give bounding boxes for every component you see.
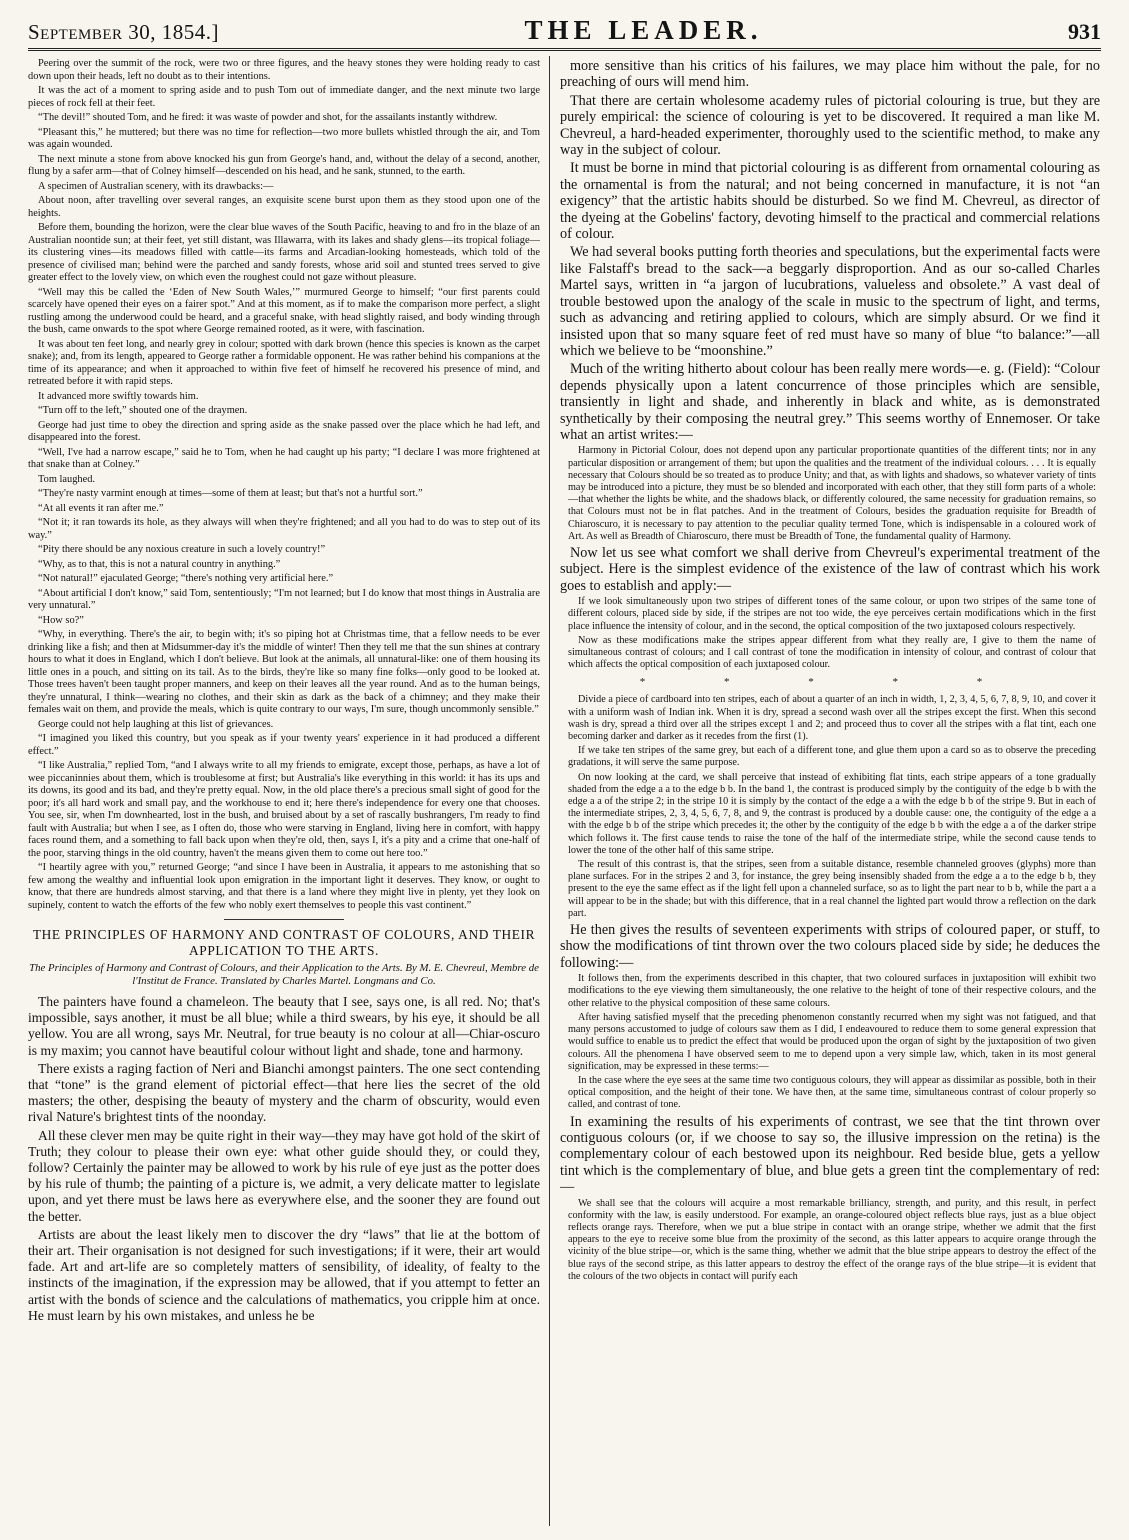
left-column	[28, 58, 540, 1528]
article-title: THE PRINCIPLES OF HARMONY AND CONTRAST OF COLOURS, AND THEIR APPLICATION TO THE ARTS.	[32, 927, 536, 958]
story-paragraph: About noon, after travelling over several ranges, an exquisite scene burst upon them as they stood upon one of the heights.	[28, 195, 540, 219]
review-paragraph: Artists are about the least likely men to discover the dry “laws” that lie at the bottom of their art. Their organisation is not designed for such investigations; if it were, their art would fade. Art and art-life are so completely matters of sensibility, of ideality, of fealty to the instincts of the imagination, if the expression may be allowed, that if you attempt to fetter an artist with the bonds of science and the calculations of mathematics, you cripple him at once. He must learn by his own mistakes, and unless he be	[28, 1226, 540, 1323]
story-paragraph: “Not natural!” ejaculated George; “there's nothing very artificial here.”	[38, 573, 334, 584]
review-paragraph: There exists a raging faction of Neri and Bianchi amongst painters. The one sect contending that “tone” is the grand element of pictorial effect—that here lies the secret of the old masters; the other, despising the beauty of mystery and the charm of obscurity, would even rival Nature's brightest tints of the noonday.	[28, 1060, 540, 1125]
masthead	[28, 14, 1101, 51]
quoted-extract: In the case where the eye sees at the same time two contiguous colours, they will appear as dissimilar as possible, both in their optical composition, and the height of their tone. We have then, at the same time, simultaneous contrast of colour properly so called, and contrast of tone.	[568, 1074, 1096, 1111]
issue-date: September 30, 1854.]	[28, 20, 220, 44]
quoted-extract: Divide a piece of cardboard into ten stripes, each of about a quarter of an inch in width, 1, 2, 3, 4, 5, 6, 7, 8, 9, 10, and cover it with a uniform wash of Indian ink. When it is dry, spread a second wash over all the stripes except the first. When this second wash is dry, spread a third over all the stripes except 1 and 2; and proceed thus to cover all the stripes with a flat tint, each one becoming darker and darker as it recedes from the first (1).	[568, 694, 1096, 743]
story-paragraph: Peering over the summit of the rock, were two or three figures, and the heavy stones they were holding ready to cast down upon their heads, left no doubt as to their intentions.	[28, 58, 540, 82]
story-paragraph: “Why, as to that, this is not a natural country in anything.”	[38, 558, 281, 570]
review-paragraph: Now let us see what comfort we shall derive from Chevreul's experimental treatment of the subject. Here is the simplest evidence of the existence of the law of contrast which his work goes to establish and apply:—	[560, 544, 1100, 594]
story-paragraph: “I like Australia,” replied Tom, “and I always write to all my friends to emigrate, except those, perhaps, as have a lot of wee piccaninnies about them, which is troublesome at first; but Australia's like everything in this world: it has its ups and its downs, its good and its bad, and they're pretty equal. Now, in the old place there's a precious small sight of good for the poor; it's all hard work and small pay, and the workhouse to end it; here there's independence for every one that chooses. You see, sir, when I'm downhearted, lost in the bush, and bruised about by a set of rascally bushrangers, I'm ready to find fault with Australia; but when I see, as I often do, those who were starving in England, living here in comfort, with happy faces round them, and a something to fall back upon when they're old, then, says I, it's a pity and a crime that one-half of the poor, starving things in the old country, haven't the means given them to come out here too.”	[28, 760, 540, 859]
newspaper-title: THE LEADER.	[524, 15, 763, 45]
quoted-extract: If we take ten stripes of the same grey, but each of a different tone, and glue them upon a card so as to observe the preceding gradations, it will serve the same purpose.	[568, 745, 1096, 769]
review-paragraph: In examining the results of his experiments of contrast, we see that the tint thrown over contiguous colours (or, if we choose to say so, the illusive impression on the retina) is the complementary colour of each bestowed upon its neighbour. Red beside blue, gets a yellow tint which is the complementary of blue, and blue gets a green tint the complementary of red:—	[560, 1113, 1100, 1196]
review-paragraph: We had several books putting forth theories and speculations, but the experimental facts were like Falstaff's bread to the sack—a beggarly disproportion. And as our so-called Charles Martel says, written in “a jargon of lucubrations, valueless and obsolete.” A vast deal of trouble bestowed upon the analogy of the scale in music to the spectrum of light, and terms, such as advancing and retiring applied to colours, which are simply absurd. Or we find it insisted upon that so many square feet of red must have so many of blue “to balance:”—all which we believe to be “moonshine.”	[560, 244, 1100, 359]
story-paragraph: “I heartily agree with you,” returned George; “and since I have been in Australia, it appears to me astonishing that so few among the wealthy and influential look upon emigration in the important light it deserves. They know, or ought to know, that there are hundreds almost starving, and that there is a land where they might live in plenty, yet they look on supinely, content to watch the efforts of the few who nobly exert themselves to people this vast continent.”	[28, 862, 540, 911]
right-column	[560, 58, 1100, 1528]
quoted-extract: After having satisfied myself that the preceding phenomenon constantly recurred when my sight was not fatigued, and that many persons accustomed to judge of colours saw them as I did, I endeavoured to reduce them to some general expression that would suffice to enable us to predict the effect that would be produced upon the organ of sight by the juxtaposition of two given colours. All the phenomena I have observed seem to me to depend upon a very simple law, which, taken in its most general signification, may be expressed in these terms:—	[568, 1011, 1096, 1072]
quoted-extract: We shall see that the colours will acquire a most remarkable brilliancy, strength, and purity, and this result, in perfect conformity with the law, is easily understood. For example, an orange-coloured object reflects blue rays, just as a blue object reflects orange rays. Therefore, when we put a blue stripe in contact with an orange stripe, whether we admit that the first appears to the eye to receive some blue from the proximity of the second, as this latter appears to acquire orange through the vicinity of the blue stripe—or, which is the same thing, whether we admit that the blue stripe appears to destroy the effect of the blue rays of the second stripe, as this latter appears to destroy the effect of the orange rays of the blue stripe—it is evident that the colours of the two objects in contact will purify each	[568, 1197, 1096, 1282]
column-divider	[549, 56, 550, 1526]
story-paragraph: The next minute a stone from above knocked his gun from George's hand, and, without the delay of a second, another, flung by a safer arm—that of Colney himself—descended on his head, and he sank, stunned, to the earth.	[28, 153, 540, 177]
review-paragraph: Much of the writing hitherto about colour has been really mere words—e. g. (Field): “Colour depends physically upon a latent concurrence of those principles which are sensible, transiently in light and shade, and inherently in black and white, as is demonstrated synthetically by their composing the neutral grey.” This seems worthy of Ennemoser. Or take what an artist writes:—	[560, 361, 1100, 443]
review-paragraph: more sensitive than his critics of his failures, we may place him without the pale, for no preaching of ours will mend him.	[560, 58, 1100, 91]
story-paragraph: George had just time to obey the direction and spring aside as the snake passed over the place which he had left, and disappeared into the forest.	[28, 419, 540, 443]
story-paragraph: “Why, in everything. There's the air, to begin with; it's so piping hot at Christmas time, that a fellow needs to be ever drinking like a fish; and then at Midsummer-day it's the middle of winter! Then they tell me that the sun shines at contrary hours to what it does in England, which I don't believe. But look at the animals, all unnatural-like: one of them housing its little ones in a pouch, and sitting on its tail. As to the birds, they're like so many fine folks—only good to be looked at. Those trees haven't been taught proper manners, and keep on their leaves all the year round. And as to the human beings, they're unnatural, I think—wearing no clothes, and their skin as dark as the back of a chimney; and they make their females wait on them, and provide the meals, which is quite contrary to our ways, I'm sure, though uncommonly sensible.”	[28, 629, 540, 715]
story-paragraph: “Well may this be called the ‘Eden of New South Wales,’” murmured George to himself; “our first parents could scarcely have opened their eyes on a fairer spot.” And at this moment, as if to make the comparison more perfect, a slight rustling among the underwood could be heard, and a graceful snake, with head slightly raised, and body winding through the bush, came onwards to the spot where George remained rooted, as it were, with fascination.	[28, 286, 540, 335]
quoted-extract: On now looking at the card, we shall perceive that instead of exhibiting flat tints, each stripe appears of a tone gradually shaded from the edge a a to the edge b b. In the band 1, the contrast is produced simply by the contiguity of the edge b b with the edge a a of the stripe 2; in the stripe 10 it is simply by the contact of the edge a a with the edge b b of the stripe 9. But in each of the intermediate stripes, 2, 3, 4, 5, 6, 7, 8, and 9, the contrast is produced by a double cause: one, the contiguity of the edge a a with the edge b b of the stripe which precedes it; the other by the contiguity of the edge b b with the edge a a of the darker stripe which follows it. The first cause tends to raise the tone of the half of the intermediate stripe, while the second cause tends to lower the tone of the other half of this same stripe.	[568, 771, 1096, 856]
story-paragraph: A specimen of Australian scenery, with its drawbacks:—	[38, 180, 274, 192]
story-paragraph: George could not help laughing at this list of grievances.	[38, 718, 274, 730]
story-paragraph: “The devil!” shouted Tom, and he fired: it was waste of powder and shot, for the assailants instantly withdrew.	[38, 112, 498, 123]
review-paragraph: The painters have found a chameleon. The beauty that I see, says one, is all red. No; that's impossible, says another, it must be all blue; while a third swears, by his eye, it should be all yellow. You are all wrong, says Mr. Neutral, for true beauty is no colour at all—Chiar-oscuro is my maxim; you cannot have beautiful colour without light and shade, tone and harmony.	[28, 994, 540, 1058]
story-paragraph: “Not it; it ran towards its hole, as they always will when they're frightened; and all you had to do was to step out of its way.”	[28, 517, 540, 541]
page-number: 931	[1068, 19, 1101, 44]
story-paragraph: “Well, I've had a narrow escape,” said he to Tom, when he had caught up his party; “I declare I was more frightened at that snake than at Colney.”	[28, 446, 540, 470]
quoted-extract: Harmony in Pictorial Colour, does not depend upon any particular proportionate quantities of the different tints; nor in any particular disposition or arrangement of them; but upon the qualities and the treatment of the individual colours. . . . It is equally necessary that Colours should be so treated as to produce Unity; and that, as with lights and shadows, so whatever variety of tints may be introduced into a picture, they must be so blended and incorporated with each other, that they still form parts of a whole:—that whether the lights be white, and the shadows black, or differently coloured, the same necessity for graduation remains, so that Colours must not be in flat patches. And in the treatment of Colours, besides the graduation requisite for Breadth of Chiaroscuro, it is necessary to pay attention to the peculiar quality termed Tone, which is indispensable in a coloured work of Art. As well as Breadth of Chiaroscuro, there must be Breadth of Tone, the fundamental quality of Harmony.	[568, 445, 1096, 542]
quoted-extract: The result of this contrast is, that the stripes, seen from a suitable distance, resemble channeled grooves (glyphs) more than plane surfaces. For in the stripes 2 and 3, for instance, the grey being insensibly shaded from the edge a a to the edge b b, they present to the eye the same effect as if the light fell upon a channeled surface, so as to light the part near to b b, while the part a a will appear to be in the shade; but with this difference, that in a real channel the lighted part would throw a reflection on the dark part.	[568, 859, 1096, 919]
story-excerpt	[28, 58, 540, 912]
section-rule	[224, 919, 344, 920]
story-paragraph: “Pleasant this,” he muttered; but there was no time for reflection—two more bullets whistled through the air, and Tom was again wounded.	[28, 126, 540, 150]
review-body	[28, 994, 540, 1324]
review-paragraph: It must be borne in mind that pictorial colouring is as different from ornamental colouring as the ornamental is from the natural; and not being concerned in manufacture, it is not “an exigency” that the artistic habits should be disturbed. So we find M. Chevreul, as director of the dyeing at the Gobelins' factory, devoting himself to the practical and commercial relations of colour.	[560, 160, 1100, 243]
story-paragraph: It was about ten feet long, and nearly grey in colour; spotted with dark brown (hence this species is known as the carpet snake); and, from its length, appeared to George rather a formidable opponent. He was rather behind his companions at the time of its appearance; and when it approached to within five feet of himself he recovered his presence of mind, and retreated before it with rapid steps.	[28, 338, 540, 387]
story-paragraph: “I imagined you liked this country, but you speak as if your twenty years' experience in it had produced a different effect.”	[28, 733, 540, 757]
story-paragraph: “How so?”	[38, 614, 84, 626]
review-paragraph: That there are certain wholesome academy rules of pictorial colouring is true, but they are purely empirical: the science of colouring is yet to be discovered. It required a man like M. Chevreul, a hard-headed experimenter, thoroughly used to the scientific method, to make any way in the subject of colour.	[560, 92, 1100, 159]
story-paragraph: “About artificial I don't know,” said Tom, sententiously; “I'm not learned; but I do know that most things in Australia are very unnatural.”	[28, 587, 540, 611]
quoted-extract: It follows then, from the experiments described in this chapter, that two coloured surfaces in juxtaposition will exhibit two modifications to the eye viewing them simultaneously, the one relative to the height of tone of their respective colours, and the other relative to the physical composition of these same colours.	[568, 973, 1096, 1009]
quoted-extract: If we look simultaneously upon two stripes of different tones of the same colour, or upon two stripes of the same tone of different colours, placed side by side, if the stripes are not too wide, the eye perceives certain modifications which in the first place influence the intensity of colour, and in the second, the optical composition of the two juxtaposed colours respectively.	[568, 596, 1096, 632]
review-paragraph: All these clever men may be quite right in their way—they may have got hold of the skirt of Truth; they colour to please their own eye: what other guide should they, or could they, follow? Certainly the painter may be allowed to work by his rule of eye just as the potter does by his rule of thumb; the painting of a picture is, we admit, a very delicate matter to legislate upon, and yet there must be laws here as everywhere else, and the sooner they are found out the better.	[28, 1127, 540, 1224]
review-paragraph: He then gives the results of seventeen experiments with strips of coloured paper, or stuff, to show the modifications of tint thrown over the two colours placed side by side; he deduces the following:—	[560, 922, 1100, 971]
quoted-extract: Now as these modifications make the stripes appear different from what they really are, I give to them the name of simultaneous contrast of colours; and I call contrast of tone the modification in intensity of colour, and contrast of colour that which affects the optical composition of each juxtaposed colour.	[568, 634, 1096, 671]
story-paragraph: “They're nasty varmint enough at times—some of them at least; but that's not a hurtful sort.”	[38, 488, 423, 499]
story-paragraph: It was the act of a moment to spring aside and to push Tom out of immediate danger, and the next minute two large pieces of rock fell at their feet.	[28, 85, 540, 109]
story-paragraph: Before them, bounding the horizon, were the clear blue waves of the South Pacific, heaving to and fro in the blaze of an Australian noontide sun; at their feet, yet still distant, was Illawarra, with its lakes and shady glens—its tropical foliage—its clustering vines—its meadows filled with cattle—its farms and Arcadian-looking homesteads, which told of the presence of civilised man; behind were the parched and sandy forests, whose arid soil and stunted trees served to give greater effect to the lovely view, on which even the roughest could not gaze without pleasure.	[28, 222, 540, 283]
article-byline: The Principles of Harmony and Contrast of Colours, and their Application to the Arts. By M. E. Chevreul, Membre de l'Institut de France. Translated by Charles Martel. Longmans and Co.	[29, 962, 539, 987]
section-break: * * * * *	[639, 676, 1021, 689]
story-paragraph: “Turn off to the left,” shouted one of the draymen.	[38, 405, 248, 416]
story-paragraph: “Pity there should be any noxious creature in such a lovely country!”	[38, 544, 326, 555]
story-paragraph: “At all events it ran after me.”	[38, 502, 164, 514]
story-paragraph: It advanced more swiftly towards him.	[38, 390, 199, 402]
story-paragraph: Tom laughed.	[38, 473, 95, 485]
